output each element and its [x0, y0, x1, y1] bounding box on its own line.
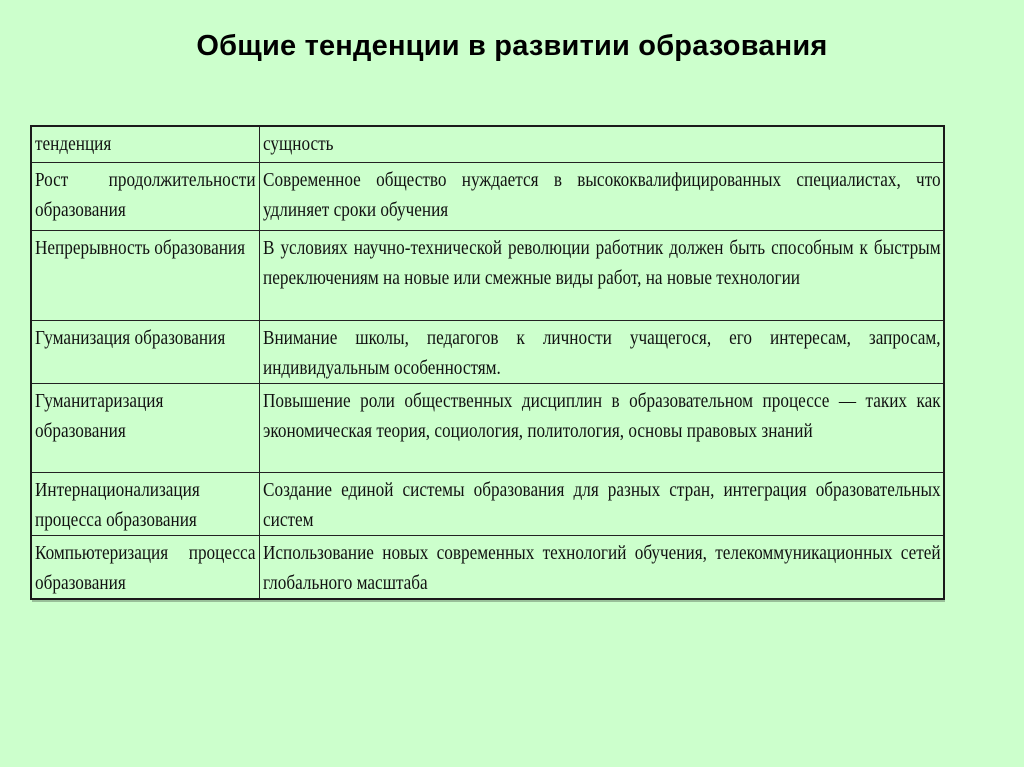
essence-text: Создание единой системы образования для разных стран, интеграция образовательных систем [262, 479, 941, 531]
header-cell-trend [31, 126, 259, 163]
slide-title: Общие тенденции в развитии образования [196, 30, 828, 62]
trend-cell [31, 384, 259, 473]
header-cell-essence [259, 126, 944, 163]
table-header-row [31, 126, 944, 163]
essence-text: Повышение роли общественных дисциплин в образовательном процессе — таких как экономическая теория, социология, политология, основы правовых знаний [262, 390, 941, 442]
essence-text: В условиях научно-технической революции работник должен быть способным к быстрым переключениям на новые или смежные виды работ, на новые технологии [262, 237, 941, 289]
table-row [31, 163, 944, 231]
trend-text: Компьютеризация процесса образования [35, 542, 256, 594]
table-row [31, 473, 944, 536]
essence-cell [259, 473, 944, 536]
essence-text: Современное общество нуждается в высококвалифицированных специалистах, что удлиняет сроки обучения [262, 169, 941, 221]
trend-text: Гуманизация образования [35, 327, 226, 349]
trend-text: Гуманитаризация образования [35, 390, 164, 442]
essence-cell [259, 231, 944, 321]
trend-cell [31, 163, 259, 231]
header-label-trend: тенденция [35, 133, 112, 155]
trend-cell [31, 231, 259, 321]
trends-table [30, 125, 945, 600]
trends-table-container [30, 125, 943, 600]
table-row [31, 321, 944, 384]
essence-cell [259, 321, 944, 384]
essence-text: Внимание школы, педагогов к личности учащегося, его интересам, запросам, индивидуальным особенностям. [262, 327, 941, 379]
trend-cell [31, 536, 259, 600]
table-row [31, 231, 944, 321]
header-label-essence: сущность [262, 133, 333, 155]
trend-text: Непрерывность образования [35, 237, 246, 259]
table-row [31, 536, 944, 600]
essence-cell [259, 163, 944, 231]
table-row [31, 384, 944, 473]
essence-cell [259, 536, 944, 600]
essence-cell [259, 384, 944, 473]
trend-text: Рост продолжительности образования [35, 169, 256, 221]
essence-text: Использование новых современных технологий обучения, телекоммуникационных сетей глобального масштаба [262, 542, 941, 594]
trend-text: Интернационализация процесса образования [35, 479, 200, 531]
trend-cell [31, 321, 259, 384]
trend-cell [31, 473, 259, 536]
